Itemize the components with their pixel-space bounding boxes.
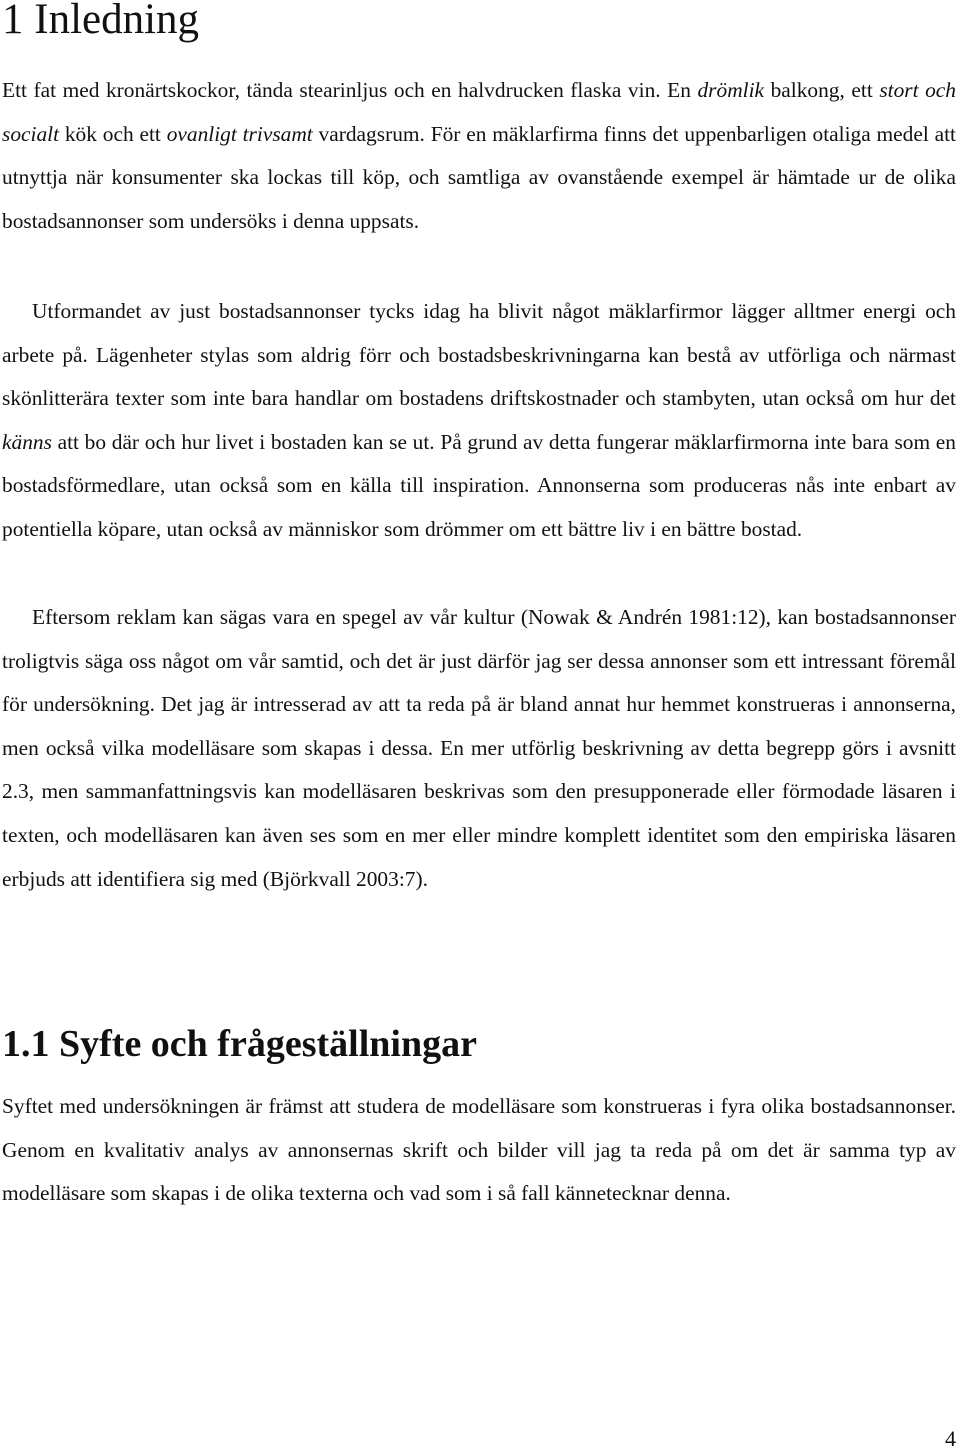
page-number: 4 <box>945 1426 956 1451</box>
intro-text-4: vardagsrum. För en mäklarfirma finns det uppenbarligen otaliga medel att utnyttja när konsumenter ska lockas till köp, och samtliga av ovanstående exempel är hämtade ur de olika bostadsannonser som undersöks i denna uppsats. <box>2 121 956 233</box>
intro-emphasis-2: stort och socialt <box>2 78 956 146</box>
chapter-heading: 1 Inledning <box>2 0 200 43</box>
intro-text-3: kök och ett <box>59 121 167 146</box>
intro-paragraph <box>2 69 956 243</box>
para2-text-1: Utformandet av just bostadsannonser tycks idag ha blivit något mäklarfirmor lägger alltmer energi och arbete på. Lägenheter stylas som aldrig förr och bostadsbeskrivningarna kan bestå av utförliga och närmast skönlitterära texter som inte bara handlar om bostadens driftskostnader och stambyten, utan också om hur det <box>2 299 956 411</box>
body-paragraph-4: Syftet med undersökningen är främst att studera de modelläsare som konstrueras i fyra olika bostadsannonser. Genom en kvalitativ analys av annonsernas skrift och bilder vill jag ta reda på om det är samma typ av modelläsare som skapas i de olika texterna och vad som i så fall kännetecknar denna. <box>2 1094 956 1206</box>
body-paragraph-2 <box>2 290 956 552</box>
section-heading: 1.1 Syfte och frågeställningar <box>2 1023 477 1065</box>
intro-emphasis-1: drömlik <box>697 78 765 102</box>
intro-emphasis-3: ovanligt trivsamt <box>166 121 313 146</box>
intro-text-1: Ett fat med kronärtskockor, tända stearinljus och en halvdrucken flaska vin. En <box>2 78 698 102</box>
body-paragraph-3: Eftersom reklam kan sägas vara en spegel av vår kultur (Nowak & Andrén 1981:12), kan bostadsannonser troligtvis säga oss något om vår samtid, och det är just därför jag ser dessa annonser som ett intressant föremål för undersökning. Det jag är intresserad av att ta reda på är bland annat hur hemmet konstrueras i annonserna, men också vilka modelläsare som skapas i dessa. En mer utförlig beskrivning av detta begrepp görs i avsnitt 2.3, men sammanfattningsvis kan modelläsaren beskrivas som den presupponerade eller förmodade läsaren i texten, och modelläsaren kan även ses som en mer eller mindre komplett identitet som den empiriska läsaren erbjuds att identifiera sig med (Björkvall 2003:7). <box>2 605 956 891</box>
para2-text-2: att bo där och hur livet i bostaden kan se ut. På grund av detta fungerar mäklarfirmorna inte bara som en bostadsförmedlare, utan också som en källa till inspiration. Annonserna som produceras nås inte enbart av potentiella köpare, utan också av människor som drömmer om ett bättre liv i en bättre bostad. <box>2 429 956 541</box>
para2-emphasis: känns <box>2 429 52 454</box>
intro-text-2: balkong, ett <box>764 78 880 102</box>
